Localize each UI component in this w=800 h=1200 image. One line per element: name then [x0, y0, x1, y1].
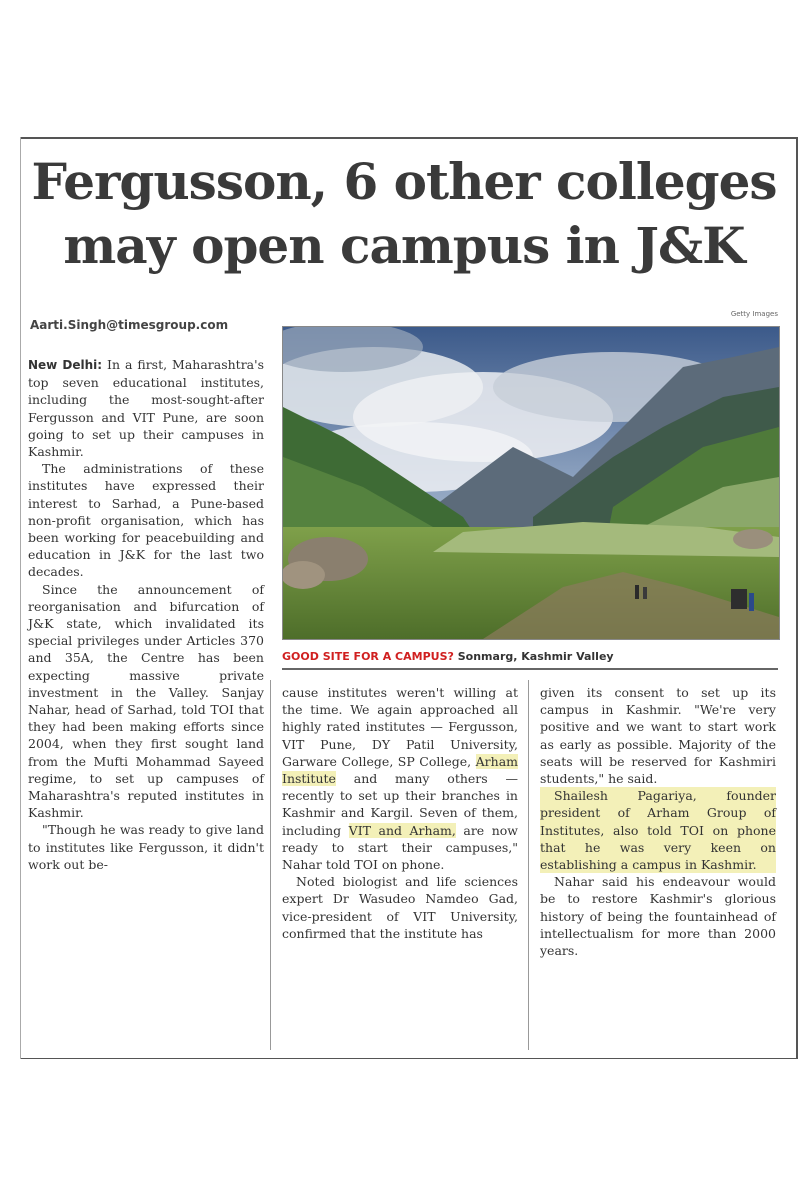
paragraph: Nahar said his endeavour would be to restore Kashmir's glorious history of being the fountainhead of intellectualism for more than 2000 years.	[540, 874, 776, 959]
paragraph: New Delhi: In a first, Maharashtra's top seven educational institutes, including the most-sought-after Fergusson and VIT Pune, are soon going to set up their campuses in Kashmir.	[28, 357, 264, 460]
left-rule	[20, 137, 21, 1059]
highlighted-text: VIT and Arham,	[348, 822, 456, 838]
paragraph: Since the announcement of reorganisation and bifurcation of J&K state, which invalidated its special privileges under Articles 370 and 35A, the Centre has been expecting massive private investment in the Valley. Sanjay Nahar, head of Sarhad, told TOI that they had been making efforts since 2004, when they first sought land from the Mufti Mohammad Sayeed regime, to set up campuses of Maharashtra's reputed institutes in Kashmir.	[28, 581, 264, 821]
column-divider	[528, 680, 529, 1050]
paragraph: "Though he was ready to give land to institutes like Fergusson, it didn't work out be-	[28, 822, 264, 872]
paragraph: given its consent to set up its campus in Kashmir. "We're very positive and we want to start work as early as possible. Majority of the seats will be reserved for Kashmiri students," he said.	[540, 685, 776, 787]
article-column-1	[28, 356, 264, 873]
paragraph: Noted biologist and life sciences expert Dr Wasudeo Namdeo Gad, vice-president of VIT University, confirmed that the institute has	[282, 874, 518, 941]
photo-credit: Getty Images	[730, 310, 778, 318]
paragraph: The administrations of these institutes have expressed their interest to Sarhad, a Pune-based non-profit organisation, which has been working for peacebuilding and education in J&K for the last two decades.	[28, 461, 264, 580]
top-rule	[20, 137, 798, 139]
article-column-3	[540, 684, 776, 959]
landscape-photo	[282, 326, 780, 640]
photo-caption	[282, 650, 614, 663]
article-column-2	[282, 684, 518, 942]
headline-line-1: Fergusson, 6 other colleges	[31, 152, 777, 211]
highlighted-paragraph: Shailesh Pagariya, founder president of Arham Group of Institutes, also told TOI on phone that he was very keen on establishing a campus in Kashmir.	[540, 788, 776, 873]
byline: Aarti.Singh@timesgroup.com	[30, 318, 229, 332]
caption-text: Sonmarg, Kashmir Valley	[457, 650, 614, 663]
sonmarg-valley-image	[283, 327, 779, 639]
dateline: New Delhi:	[28, 358, 103, 372]
right-rule	[796, 137, 798, 1059]
bottom-rule	[20, 1058, 798, 1059]
paragraph: cause institutes weren't willing at the time. We again approached all highly rated institutes — Fergusson, VIT Pune, DY Patil University, Garware College, SP College, Arham Institute and many others — recently to set up their branches in Kashmir and Kargil. Seven of them, including VIT and Arham, are now ready to start their campuses," Nahar told TOI on phone.	[282, 685, 518, 873]
highlighted-text: Arham Institute	[282, 753, 518, 787]
column-divider	[270, 680, 271, 1050]
headline	[24, 150, 784, 278]
caption-rule	[282, 668, 778, 670]
caption-lead: GOOD SITE FOR A CAMPUS?	[282, 650, 454, 663]
headline-line-2: may open campus in J&K	[63, 216, 745, 275]
